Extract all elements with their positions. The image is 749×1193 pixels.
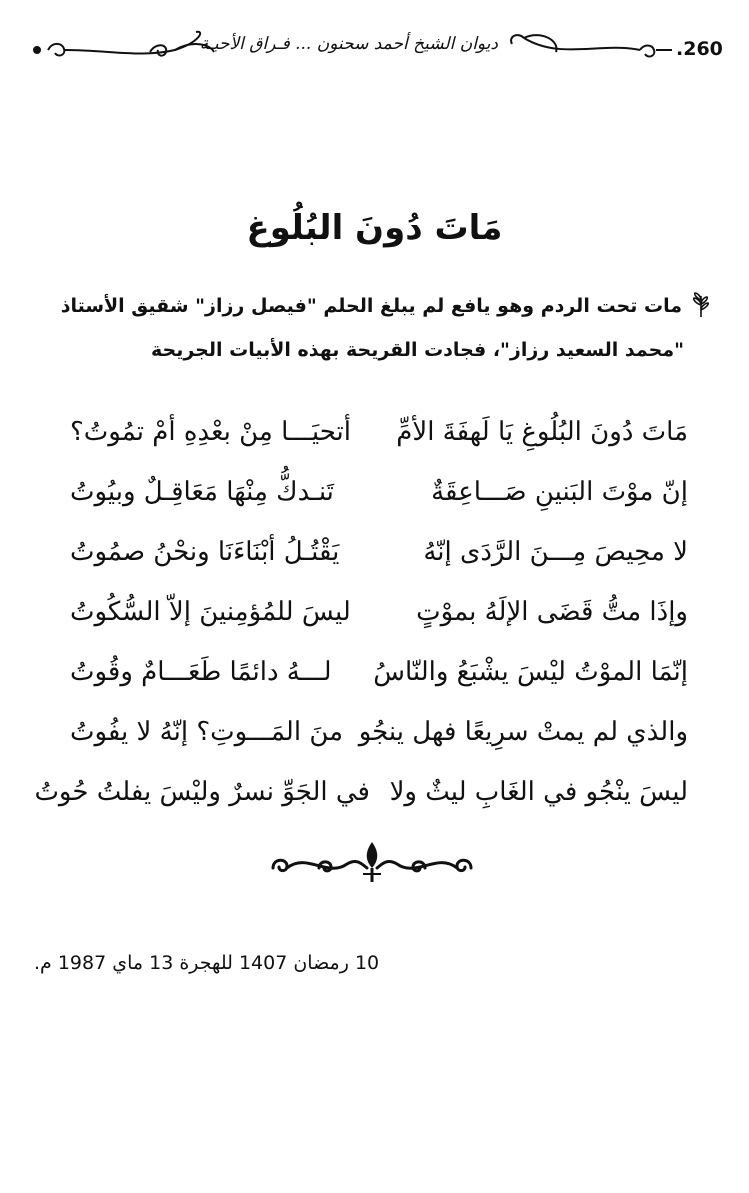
intro-line [40, 284, 712, 328]
running-title: ديوان الشيخ أحمد سحنون ... فـراق الأحبـة [199, 34, 498, 54]
date-line: 10 رمضان 1407 للهجرة 13 ماي 1987 م. [34, 952, 380, 974]
page-header [0, 0, 749, 90]
intro-text-line-1: مات تحت الردم وهو يافع لم يبلغ الحلم "فيصل رزاز" شقيق الأستاذ [60, 295, 682, 317]
verse-first-hemistich: مَاتَ دُونَ البُلُوغِ يَا لَهفَةَ الأمِّ [396, 417, 688, 447]
verse-line [70, 402, 688, 462]
verse-second-hemistich: لـــهُ دائمًا طَعَـــامٌ وقُوتُ [70, 657, 332, 687]
verse-line [70, 642, 688, 702]
verse-first-hemistich: والذي لم يمتْ سرِيعًا فهل ينجُو [358, 717, 688, 747]
verse-first-hemistich: ليسَ ينْجُو في الغَابِ ليثٌ ولا [389, 777, 688, 807]
verse-second-hemistich: منَ المَـــوتِ؟ إنّهُ لا يفُوتُ [70, 717, 344, 747]
poem-title: مَاتَ دُونَ البُلُوغ [246, 208, 503, 248]
verse-second-hemistich: في الجَوِّ نسرٌ وليْسَ يفلتُ حُوتُ [34, 777, 370, 807]
verse-line [70, 522, 688, 582]
leaf-sprig-icon [690, 292, 712, 318]
verse-first-hemistich: وإذَا متُّ قَضَى الإلَهُ بموْتٍ [416, 597, 688, 627]
verse-second-hemistich: ليسَ للمُؤمِنينَ إلاّ السُّكُوتُ [70, 597, 351, 627]
page-number: .260 [676, 38, 723, 60]
verse-first-hemistich: لا محِيصَ مِـــنَ الرَّدَى إنّهُ [423, 537, 688, 567]
verse-line [70, 702, 688, 762]
verse-line [34, 762, 688, 822]
verse-second-hemistich: يَقْتُـلُ أبْنَاءَنَا ونحْنُ صمُوتُ [70, 537, 340, 567]
verse-second-hemistich: تَنـدكُّ مِنْهَا مَعَاقِـلٌ وبيُوتُ [70, 477, 334, 507]
intro-text-line-2: "محمد السعيد رزاز"، فجادت القريحة بهذه الأبيات الجريحة [150, 339, 684, 361]
poem-introduction [40, 284, 712, 372]
poem-verses [34, 402, 688, 822]
verse-first-hemistich: إنّ موْتَ البَنينِ صَـــاعِقَةٌ [431, 477, 688, 507]
verse-line [70, 582, 688, 642]
verse-line [70, 462, 688, 522]
verse-second-hemistich: أتحيَـــا مِنْ بعْدِهِ أمْ تمُوتُ؟ [70, 417, 351, 447]
fleuron-divider-icon [267, 838, 477, 888]
verse-first-hemistich: إنّمَا الموْتُ ليْسَ يشْبَعُ والنّاسُ [373, 657, 688, 687]
